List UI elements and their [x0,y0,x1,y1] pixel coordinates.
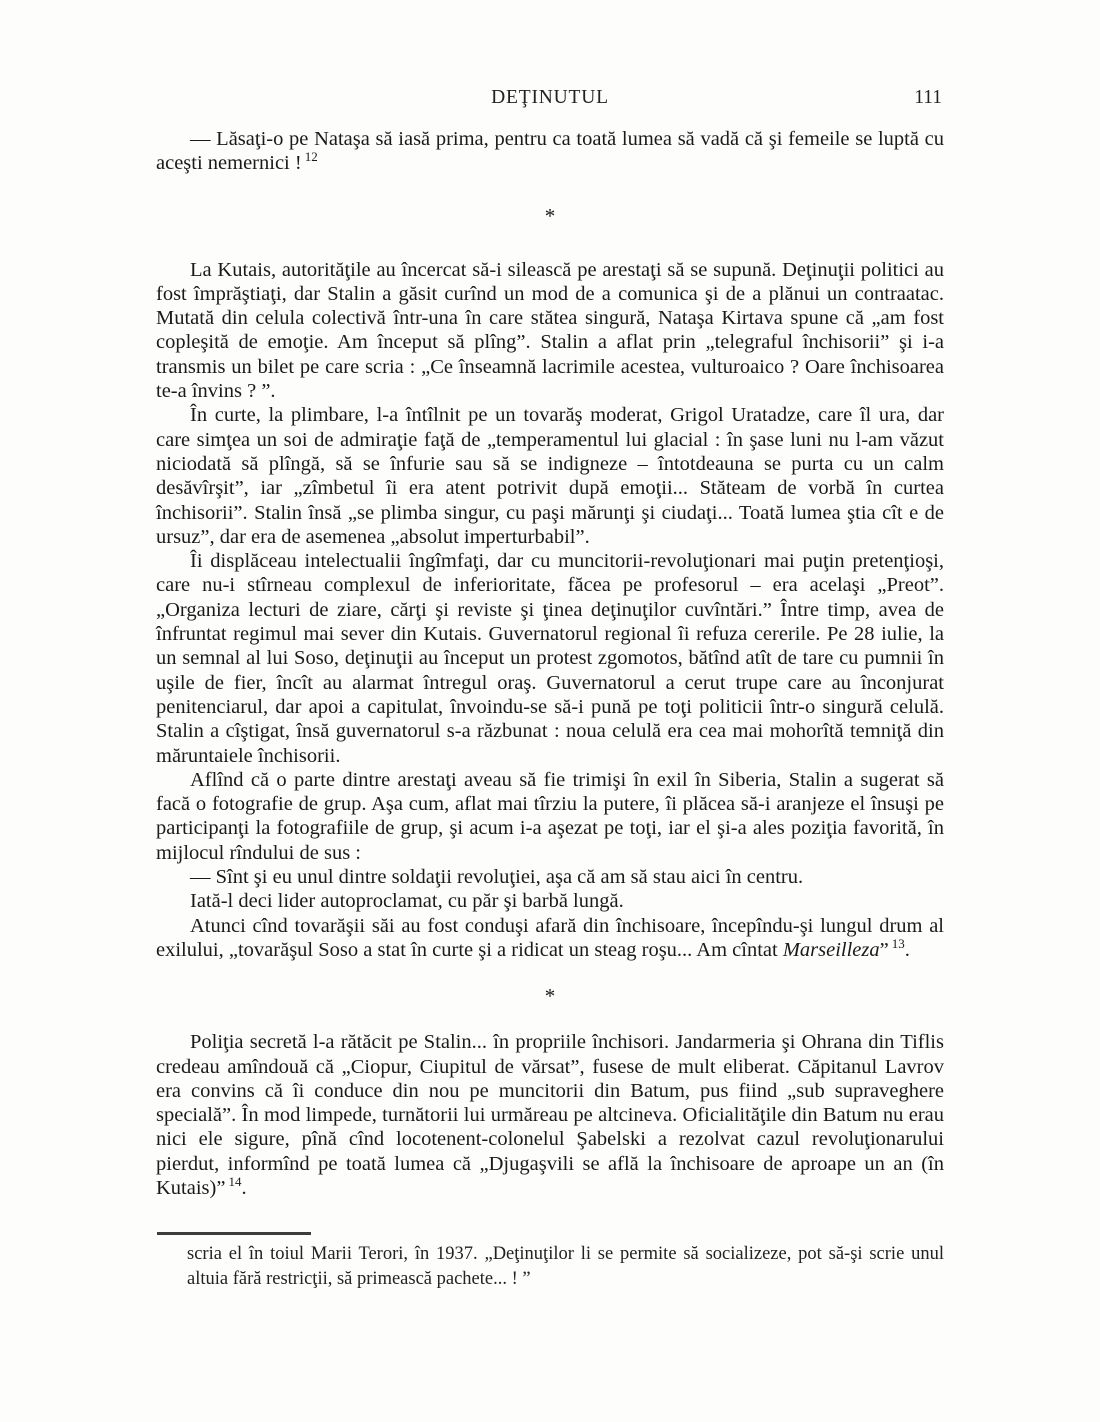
paragraph-protest [156,549,944,768]
paragraph-text: Poliţia secretă l-a rătăcit pe Stalin... în propriile închisori. Jandarmeria şi Ohrana din Tiflis credeau amîndouă că „Ciopur, Ciupitul de vărsat”, fusese de mult eliberat. Căpitanul Lavrov era convins că îi conduce din nou pe muncitorii din Batum, pus fiind „sub supraveghere specială”. În mod limpede, turnătorii lui urmăreau pe altcineva. Oficialităţile din Batum nu erau nici ele sigure, pînă cînd locotenent-colonelul Şabelski a rezolvat cazul revoluţionarului pierdut, informînd pe toată lumea că „Djugaşvili se află la închisoare de aproape un an (în Kutais)” [156,1031,944,1199]
page-body [156,127,944,1292]
footnote-block [156,1232,944,1292]
paragraph-text: — Sînt şi eu unul dintre soldaţii revoluţiei, aşa că am să stau aici în centru. [190,866,804,889]
paragraph-text: — Lăsaţi-o pe Nataşa să iasă prima, pentru ca toată lumea să vadă că şi femeile se luptă cu aceşti nemernici ! [156,128,944,175]
page-number: 111 [914,87,942,108]
paragraph-text: Iată-l deci lider autoproclamat, cu păr şi barbă lungă. [190,890,624,913]
sentence-period: . [241,1176,247,1199]
paragraph-text: În curte, la plimbare, l-a întîlnit pe un tovarăş moderat, Grigol Uratadze, care îl ura, dar care simţea un soi de admiraţie faţă de „temperamentul lui glacial : în şase luni nu l-am văzut niciodată să plîngă, să se înfurie sau să se indigneze – întotdeauna se purta cu un calm desăvîrşit”, iar „zîmbetul îi era atent potrivit după emoţii... Stăteam de vorbă în curtea închisorii”. Stalin însă „se plimba singur, cu paşi mărunţi şi ciudaţi... Toată lumea ştia cît e de ursuz”, dar era de asemenea „absolut imperturbabil”. [156,404,944,548]
footnote-ref-12: 12 [304,149,318,165]
footnote-ref-13: 13 [891,935,905,951]
sentence-period: . [904,938,910,961]
closing-quote: ” [879,938,889,961]
paragraph-text: Aflînd că o parte dintre arestaţi aveau să fie trimişi în exil în Siberia, Stalin a sugerat să facă o fotografie de grup. Aşa cum, aflat mai tîrziu la putere, îi plăcea să-i aranjeze el însuşi pe participanţi la fotografiile de grup, şi acum i-a aşezat pe toţi, iar el şi-a ales poziţia favorită, în mijlocul rîndului de sus : [156,768,944,864]
paragraph-text: Îi displăceau intelectualii îngîmfaţi, dar cu muncitorii-revoluţionari mai puţin pretenţioşi, care nu-i stîrneau complexul de inferioritate, făcea pe profesorul – era acelaşi „Preot”. „Organiza lecturi de ziare, cărţi şi reviste şi ţinea deţinuţilor cuvîntări.” Între timp, avea de înfruntat regimul mai sever din Kutais. Guvernatorul regional îi refuza cererile. Pe 28 iulie, la un semnal al lui Soso, deţinuţii au început un protest zgomotos, bătînd atît de tare cu pumnii în uşile de fier, încît au alarmat întregul oraş. Guvernatorul a cerut trupe care au înconjurat penitenciarul, dar apoi a capitulat, învoindu-se să-i pună pe toţi politicii într-o singură celulă. Stalin a cîştigat, însă guvernatorul s-a răzbunat : noua celulă era cea mai mohorîtă temniţă din măruntaiele închisorii. [156,550,944,767]
section-separator [156,962,944,1030]
dialogue-paragraph-natasha [156,127,944,176]
paragraph-secret-police [156,1030,944,1200]
footnote-ref-14: 14 [228,1173,242,1189]
section-separator [156,176,944,258]
footnote-text: scria el în toiul Marii Terori, în 1937. „Deţinuţilor li se permite să socializeze, pot să-şi scrie unul altuia fără restricţii, să primească pachete... ! ” [187,1244,944,1290]
paragraph-leader [156,889,944,913]
paragraph-text: Atunci cînd tovarăşii săi au fost conduşi afară din închisoare, începîndu-şi lungul drum al exilului, „tovarăşul Soso a stat în curte şi a ridicat un steag roşu... Am cîntat [156,914,944,961]
paragraph-text: La Kutais, autorităţile au încercat să-i silească pe arestaţi să se supună. Deţinuţii politici au fost împrăştiaţi, dar Stalin a găsit curînd un mod de a comunica şi de a plănui un contraatac. Mutată din celula colectivă într-una în care stătea singură, Nataşa Kirtava spune că „am fost copleşită de emoţie. Am început să plîng”. Stalin a aflat prin „telegraful închisorii” şi i-a transmis un bilet pe care scria : „Ce înseamnă lacrimile acestea, vulturoaico ? Oare închisoarea te-a învins ? ”. [156,258,944,403]
dialogue-paragraph-stalin [156,865,944,889]
running-header [156,87,944,111]
paragraph-kutais [156,258,944,404]
italic-song-title: Marseilleza [782,938,880,961]
footnote-rule [157,1232,311,1235]
paragraph-marseilleza [156,914,944,963]
paragraph-photo [156,768,944,865]
asterisk-glyph: * [544,204,556,229]
page-header-title: DEŢINUTUL [491,87,609,108]
paragraph-uratadze [156,403,944,549]
asterisk-glyph: * [544,984,556,1009]
